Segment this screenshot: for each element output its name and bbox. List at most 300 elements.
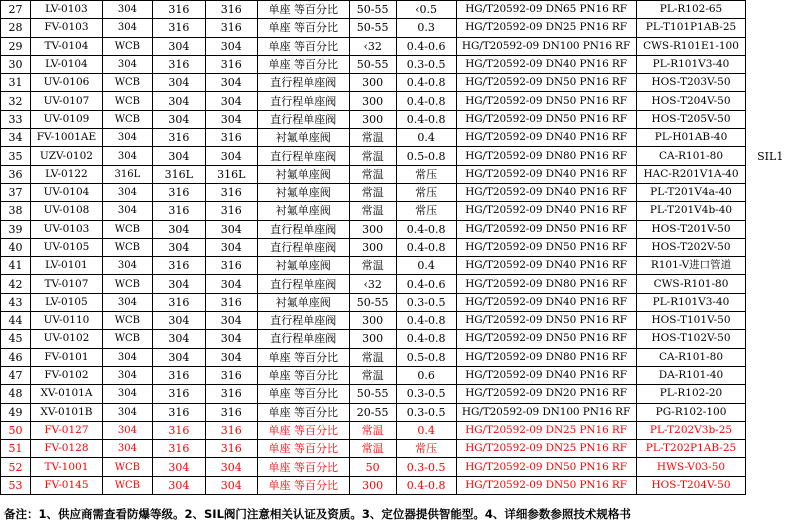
flange-standard-cell: HG/T20592-09 DN80 PN16 RF — [456, 275, 636, 293]
temperature-cell: 常温 — [349, 421, 396, 439]
row-number-cell: 27 — [1, 1, 31, 19]
row-number-cell: 42 — [1, 275, 31, 293]
valve-type-cell: 衬氟单座阀 — [257, 202, 349, 220]
row-number-cell: 28 — [1, 19, 31, 37]
valve-type-cell: 衬氟单座阀 — [257, 293, 349, 311]
valve-type-cell: 单座 等百分比 — [257, 37, 349, 55]
flange-standard-cell: HG/T20592-09 DN65 PN16 RF — [456, 1, 636, 19]
temperature-cell: 50-55 — [349, 385, 396, 403]
pipeline-number-cell: HWS-V03-50 — [636, 458, 746, 476]
body-material-cell: 316L — [102, 165, 152, 183]
valve-type-cell: 单座 等百分比 — [257, 458, 349, 476]
table-row — [1, 220, 794, 238]
tag-number-cell: UV-0104 — [30, 183, 102, 201]
seat-material-cell: 316 — [205, 19, 257, 37]
tag-number-cell: TV-0107 — [30, 275, 102, 293]
body-material-cell: WCB — [102, 37, 152, 55]
sil-level-cell — [746, 37, 794, 55]
trim-material-cell: 316 — [152, 129, 205, 147]
tag-number-cell: FV-0101 — [30, 348, 102, 366]
pressure-cell: 0.3-0.5 — [396, 385, 456, 403]
seat-material-cell: 316 — [205, 385, 257, 403]
sil-level-cell — [746, 385, 794, 403]
body-material-cell: WCB — [102, 238, 152, 256]
temperature-cell: 常温 — [349, 183, 396, 201]
trim-material-cell: 304 — [152, 238, 205, 256]
table-row — [1, 421, 794, 439]
tag-number-cell: FV-0102 — [30, 366, 102, 384]
seat-material-cell: 304 — [205, 110, 257, 128]
pipeline-number-cell: PL-T202P1AB-25 — [636, 440, 746, 458]
flange-standard-cell: HG/T20592-09 DN50 PN16 RF — [456, 330, 636, 348]
body-material-cell: 304 — [102, 257, 152, 275]
sil-level-cell — [746, 92, 794, 110]
pipeline-number-cell: R101-V进口管道 — [636, 257, 746, 275]
trim-material-cell: 304 — [152, 110, 205, 128]
body-material-cell: 304 — [102, 421, 152, 439]
seat-material-cell: 304 — [205, 458, 257, 476]
sil-level-cell: SIL1 — [746, 147, 794, 165]
sil-level-cell — [746, 257, 794, 275]
row-number-cell: 39 — [1, 220, 31, 238]
trim-material-cell: 316 — [152, 403, 205, 421]
pipeline-number-cell: HOS-T102V-50 — [636, 330, 746, 348]
row-number-cell: 34 — [1, 129, 31, 147]
tag-number-cell: UV-0110 — [30, 312, 102, 330]
temperature-cell: 常温 — [349, 348, 396, 366]
seat-material-cell: 304 — [205, 476, 257, 494]
valve-type-cell: 直行程单座阀 — [257, 312, 349, 330]
seat-material-cell: 304 — [205, 238, 257, 256]
pressure-cell: 0.3-0.5 — [396, 458, 456, 476]
seat-material-cell: 316 — [205, 257, 257, 275]
row-number-cell: 43 — [1, 293, 31, 311]
flange-standard-cell: HG/T20592-09 DN50 PN16 RF — [456, 110, 636, 128]
body-material-cell: 304 — [102, 55, 152, 73]
pipeline-number-cell: HAC-R201V1A-40 — [636, 165, 746, 183]
tag-number-cell: UV-0109 — [30, 110, 102, 128]
tag-number-cell: UV-0108 — [30, 202, 102, 220]
table-row — [1, 458, 794, 476]
seat-material-cell: 316 — [205, 202, 257, 220]
pipeline-number-cell: HOS-T201V-50 — [636, 220, 746, 238]
row-number-cell: 51 — [1, 440, 31, 458]
sil-level-cell — [746, 74, 794, 92]
sil-level-cell — [746, 440, 794, 458]
valve-type-cell: 单座 等百分比 — [257, 476, 349, 494]
trim-material-cell: 316 — [152, 183, 205, 201]
valve-type-cell: 单座 等百分比 — [257, 440, 349, 458]
body-material-cell: 304 — [102, 19, 152, 37]
seat-material-cell: 316 — [205, 129, 257, 147]
pressure-cell: 0.6 — [396, 366, 456, 384]
temperature-cell: 常温 — [349, 165, 396, 183]
pipeline-number-cell: PL-H01AB-40 — [636, 129, 746, 147]
trim-material-cell: 316 — [152, 440, 205, 458]
sil-level-cell — [746, 330, 794, 348]
temperature-cell: 50-55 — [349, 55, 396, 73]
tag-number-cell: FV-1001AE — [30, 129, 102, 147]
trim-material-cell: 316 — [152, 293, 205, 311]
trim-material-cell: 304 — [152, 74, 205, 92]
temperature-cell: 常温 — [349, 147, 396, 165]
tag-number-cell: FV-0103 — [30, 19, 102, 37]
body-material-cell: WCB — [102, 275, 152, 293]
pipeline-number-cell: CA-R101-80 — [636, 147, 746, 165]
sil-level-cell — [746, 348, 794, 366]
pressure-cell: 0.4-0.8 — [396, 312, 456, 330]
valve-type-cell: 直行程单座阀 — [257, 275, 349, 293]
tag-number-cell: XV-0101A — [30, 385, 102, 403]
table-row — [1, 330, 794, 348]
pressure-cell: 0.4-0.8 — [396, 74, 456, 92]
temperature-cell: 50-55 — [349, 19, 396, 37]
trim-material-cell: 316L — [152, 165, 205, 183]
trim-material-cell: 316 — [152, 257, 205, 275]
table-row — [1, 147, 794, 165]
pressure-cell: 0.4-0.8 — [396, 110, 456, 128]
temperature-cell: 300 — [349, 92, 396, 110]
tag-number-cell: XV-0101B — [30, 403, 102, 421]
pipeline-number-cell: HOS-T204V-50 — [636, 92, 746, 110]
tag-number-cell: UV-0102 — [30, 330, 102, 348]
trim-material-cell: 304 — [152, 220, 205, 238]
pipeline-number-cell: CWS-R101E1-100 — [636, 37, 746, 55]
pipeline-number-cell: HOS-T205V-50 — [636, 110, 746, 128]
body-material-cell: 304 — [102, 385, 152, 403]
sil-level-cell — [746, 476, 794, 494]
seat-material-cell: 316 — [205, 421, 257, 439]
sil-level-cell — [746, 1, 794, 19]
pressure-cell: 0.5-0.8 — [396, 348, 456, 366]
row-number-cell: 47 — [1, 366, 31, 384]
sil-level-cell — [746, 366, 794, 384]
sil-level-cell — [746, 220, 794, 238]
seat-material-cell: 304 — [205, 348, 257, 366]
seat-material-cell: 304 — [205, 312, 257, 330]
body-material-cell: 304 — [102, 403, 152, 421]
seat-material-cell: 316 — [205, 293, 257, 311]
tag-number-cell: LV-0104 — [30, 55, 102, 73]
row-number-cell: 33 — [1, 110, 31, 128]
seat-material-cell: 304 — [205, 330, 257, 348]
row-number-cell: 37 — [1, 183, 31, 201]
body-material-cell: 304 — [102, 147, 152, 165]
pressure-cell: 0.4 — [396, 129, 456, 147]
body-material-cell: WCB — [102, 92, 152, 110]
table-row — [1, 312, 794, 330]
pipeline-number-cell: PL-T201V4a-40 — [636, 183, 746, 201]
temperature-cell: 300 — [349, 330, 396, 348]
tag-number-cell: LV-0122 — [30, 165, 102, 183]
pipeline-number-cell: HOS-T204V-50 — [636, 476, 746, 494]
pressure-cell: 常压 — [396, 165, 456, 183]
valve-type-cell: 衬氟单座阀 — [257, 129, 349, 147]
flange-standard-cell: HG/T20592-09 DN25 PN16 RF — [456, 440, 636, 458]
flange-standard-cell: HG/T20592-09 DN50 PN16 RF — [456, 312, 636, 330]
tag-number-cell: LV-0103 — [30, 1, 102, 19]
sil-level-cell — [746, 110, 794, 128]
temperature-cell: 300 — [349, 312, 396, 330]
temperature-cell: 常温 — [349, 366, 396, 384]
trim-material-cell: 316 — [152, 19, 205, 37]
table-row — [1, 55, 794, 73]
flange-standard-cell: HG/T20592-09 DN50 PN16 RF — [456, 92, 636, 110]
pipeline-number-cell: PL-R102-20 — [636, 385, 746, 403]
sil-level-cell — [746, 275, 794, 293]
valve-type-cell: 直行程单座阀 — [257, 74, 349, 92]
temperature-cell: 常温 — [349, 440, 396, 458]
pipeline-number-cell: HOS-T203V-50 — [636, 74, 746, 92]
temperature-cell: 50-55 — [349, 1, 396, 19]
valve-type-cell: 单座 等百分比 — [257, 385, 349, 403]
tag-number-cell: UZV-0102 — [30, 147, 102, 165]
tag-number-cell: TV-1001 — [30, 458, 102, 476]
temperature-cell: 50-55 — [349, 293, 396, 311]
table-row — [1, 37, 794, 55]
temperature-cell: ‹32 — [349, 37, 396, 55]
trim-material-cell: 304 — [152, 312, 205, 330]
flange-standard-cell: HG/T20592-09 DN40 PN16 RF — [456, 55, 636, 73]
valve-type-cell: 直行程单座阀 — [257, 92, 349, 110]
table-row — [1, 129, 794, 147]
flange-standard-cell: HG/T20592-09 DN50 PN16 RF — [456, 458, 636, 476]
pipeline-number-cell: PL-R101V3-40 — [636, 293, 746, 311]
row-number-cell: 38 — [1, 202, 31, 220]
pressure-cell: ‹0.5 — [396, 1, 456, 19]
flange-standard-cell: HG/T20592-09 DN25 PN16 RF — [456, 421, 636, 439]
flange-standard-cell: HG/T20592-09 DN40 PN16 RF — [456, 165, 636, 183]
pipeline-number-cell: PL-T202V3b-25 — [636, 421, 746, 439]
flange-standard-cell: HG/T20592-09 DN40 PN16 RF — [456, 129, 636, 147]
pressure-cell: 常压 — [396, 440, 456, 458]
seat-material-cell: 316 — [205, 403, 257, 421]
flange-standard-cell: HG/T20592-09 DN50 PN16 RF — [456, 476, 636, 494]
valve-type-cell: 衬氟单座阀 — [257, 183, 349, 201]
pressure-cell: 0.4-0.6 — [396, 275, 456, 293]
row-number-cell: 29 — [1, 37, 31, 55]
table-row — [1, 1, 794, 19]
temperature-cell: 300 — [349, 238, 396, 256]
row-number-cell: 35 — [1, 147, 31, 165]
seat-material-cell: 316 — [205, 1, 257, 19]
temperature-cell: 300 — [349, 220, 396, 238]
sil-level-cell — [746, 183, 794, 201]
pipeline-number-cell: PL-T201V4b-40 — [636, 202, 746, 220]
row-number-cell: 44 — [1, 312, 31, 330]
body-material-cell: 304 — [102, 440, 152, 458]
valve-type-cell: 单座 等百分比 — [257, 421, 349, 439]
flange-standard-cell: HG/T20592-09 DN40 PN16 RF — [456, 366, 636, 384]
tag-number-cell: LV-0101 — [30, 257, 102, 275]
pressure-cell: 0.3-0.5 — [396, 293, 456, 311]
footer-note: 备注：1、供应商需查看防爆等级。2、SIL阀门注意相关认证及资质。3、定位器提供智能型。4、详细参数参照技术规格书 — [4, 507, 631, 521]
temperature-cell: 常温 — [349, 202, 396, 220]
row-number-cell: 36 — [1, 165, 31, 183]
flange-standard-cell: HG/T20592-09 DN100 PN16 RF — [456, 37, 636, 55]
temperature-cell: ‹32 — [349, 275, 396, 293]
trim-material-cell: 304 — [152, 37, 205, 55]
temperature-cell: 常温 — [349, 257, 396, 275]
row-number-cell: 53 — [1, 476, 31, 494]
tag-number-cell: UV-0106 — [30, 74, 102, 92]
seat-material-cell: 316 — [205, 55, 257, 73]
sil-level-cell — [746, 19, 794, 37]
valve-type-cell: 单座 等百分比 — [257, 366, 349, 384]
sil-level-cell — [746, 55, 794, 73]
body-material-cell: WCB — [102, 110, 152, 128]
flange-standard-cell: HG/T20592-09 DN80 PN16 RF — [456, 147, 636, 165]
temperature-cell: 20-55 — [349, 403, 396, 421]
pressure-cell: 0.5-0.8 — [396, 147, 456, 165]
seat-material-cell: 316L — [205, 165, 257, 183]
tag-number-cell: LV-0105 — [30, 293, 102, 311]
row-number-cell: 46 — [1, 348, 31, 366]
body-material-cell: 304 — [102, 348, 152, 366]
seat-material-cell: 316 — [205, 440, 257, 458]
body-material-cell: WCB — [102, 330, 152, 348]
pressure-cell: 0.4-0.8 — [396, 238, 456, 256]
sil-level-cell — [746, 458, 794, 476]
sil-level-cell — [746, 165, 794, 183]
valve-type-cell: 直行程单座阀 — [257, 330, 349, 348]
table-row — [1, 366, 794, 384]
table-row — [1, 257, 794, 275]
tag-number-cell: UV-0103 — [30, 220, 102, 238]
body-material-cell: 304 — [102, 293, 152, 311]
temperature-cell: 300 — [349, 74, 396, 92]
valve-type-cell: 单座 等百分比 — [257, 403, 349, 421]
flange-standard-cell: HG/T20592-09 DN100 PN16 RF — [456, 403, 636, 421]
row-number-cell: 52 — [1, 458, 31, 476]
pressure-cell: 0.4-0.8 — [396, 476, 456, 494]
trim-material-cell: 304 — [152, 147, 205, 165]
seat-material-cell: 316 — [205, 183, 257, 201]
trim-material-cell: 304 — [152, 330, 205, 348]
table-row — [1, 275, 794, 293]
trim-material-cell: 304 — [152, 458, 205, 476]
pressure-cell: 常压 — [396, 202, 456, 220]
pressure-cell: 0.4-0.6 — [396, 37, 456, 55]
seat-material-cell: 304 — [205, 74, 257, 92]
table-row — [1, 202, 794, 220]
pipeline-number-cell: HOS-T202V-50 — [636, 238, 746, 256]
pipeline-number-cell: CWS-R101-80 — [636, 275, 746, 293]
sil-level-cell — [746, 293, 794, 311]
flange-standard-cell: HG/T20592-09 DN50 PN16 RF — [456, 74, 636, 92]
row-number-cell: 40 — [1, 238, 31, 256]
flange-standard-cell: HG/T20592-09 DN25 PN16 RF — [456, 19, 636, 37]
tag-number-cell: FV-0145 — [30, 476, 102, 494]
trim-material-cell: 316 — [152, 202, 205, 220]
trim-material-cell: 316 — [152, 366, 205, 384]
valve-type-cell: 单座 等百分比 — [257, 55, 349, 73]
pipeline-number-cell: PL-T101P1AB-25 — [636, 19, 746, 37]
table-row — [1, 19, 794, 37]
pressure-cell: 0.4 — [396, 257, 456, 275]
body-material-cell: 304 — [102, 1, 152, 19]
tag-number-cell: FV-0128 — [30, 440, 102, 458]
flange-standard-cell: HG/T20592-09 DN40 PN16 RF — [456, 183, 636, 201]
trim-material-cell: 304 — [152, 348, 205, 366]
flange-standard-cell: HG/T20592-09 DN40 PN16 RF — [456, 257, 636, 275]
body-material-cell: 304 — [102, 129, 152, 147]
table-row — [1, 385, 794, 403]
row-number-cell: 48 — [1, 385, 31, 403]
sil-level-cell — [746, 312, 794, 330]
trim-material-cell: 316 — [152, 55, 205, 73]
sil-level-cell — [746, 238, 794, 256]
temperature-cell: 50 — [349, 458, 396, 476]
flange-standard-cell: HG/T20592-09 DN50 PN16 RF — [456, 238, 636, 256]
valve-type-cell: 衬氟单座阀 — [257, 257, 349, 275]
sil-level-cell — [746, 129, 794, 147]
seat-material-cell: 304 — [205, 37, 257, 55]
valve-type-cell: 直行程单座阀 — [257, 220, 349, 238]
row-number-cell: 31 — [1, 74, 31, 92]
sil-level-cell — [746, 421, 794, 439]
table-row — [1, 403, 794, 421]
valve-type-cell: 单座 等百分比 — [257, 1, 349, 19]
valve-type-cell: 衬氟单座阀 — [257, 165, 349, 183]
row-number-cell: 49 — [1, 403, 31, 421]
valve-type-cell: 直行程单座阀 — [257, 238, 349, 256]
flange-standard-cell: HG/T20592-09 DN20 PN16 RF — [456, 385, 636, 403]
pressure-cell: 0.3-0.5 — [396, 403, 456, 421]
table-row — [1, 238, 794, 256]
table-row — [1, 348, 794, 366]
pressure-cell: 0.4-0.8 — [396, 92, 456, 110]
row-number-cell: 45 — [1, 330, 31, 348]
seat-material-cell: 304 — [205, 220, 257, 238]
valve-type-cell: 单座 等百分比 — [257, 19, 349, 37]
trim-material-cell: 316 — [152, 1, 205, 19]
trim-material-cell: 304 — [152, 92, 205, 110]
valve-type-cell: 单座 等百分比 — [257, 348, 349, 366]
pressure-cell: 0.4-0.8 — [396, 220, 456, 238]
row-number-cell: 41 — [1, 257, 31, 275]
tag-number-cell: UV-0105 — [30, 238, 102, 256]
temperature-cell: 300 — [349, 476, 396, 494]
table-row — [1, 165, 794, 183]
trim-material-cell: 316 — [152, 385, 205, 403]
trim-material-cell: 316 — [152, 421, 205, 439]
pressure-cell: 0.3-0.5 — [396, 55, 456, 73]
table-row — [1, 293, 794, 311]
pipeline-number-cell: PL-R101V3-40 — [636, 55, 746, 73]
body-material-cell: 304 — [102, 183, 152, 201]
table-row — [1, 183, 794, 201]
body-material-cell: 304 — [102, 366, 152, 384]
valve-type-cell: 直行程单座阀 — [257, 110, 349, 128]
row-number-cell: 30 — [1, 55, 31, 73]
seat-material-cell: 316 — [205, 366, 257, 384]
table-row — [1, 440, 794, 458]
body-material-cell: WCB — [102, 220, 152, 238]
pressure-cell: 0.4 — [396, 421, 456, 439]
flange-standard-cell: HG/T20592-09 DN40 PN16 RF — [456, 293, 636, 311]
sil-level-cell — [746, 202, 794, 220]
temperature-cell: 300 — [349, 110, 396, 128]
pipeline-number-cell: PG-R102-100 — [636, 403, 746, 421]
pipeline-number-cell: CA-R101-80 — [636, 348, 746, 366]
table-row — [1, 476, 794, 494]
trim-material-cell: 304 — [152, 275, 205, 293]
seat-material-cell: 304 — [205, 147, 257, 165]
pipeline-number-cell: HOS-T101V-50 — [636, 312, 746, 330]
flange-standard-cell: HG/T20592-09 DN40 PN16 RF — [456, 202, 636, 220]
sil-level-cell — [746, 403, 794, 421]
